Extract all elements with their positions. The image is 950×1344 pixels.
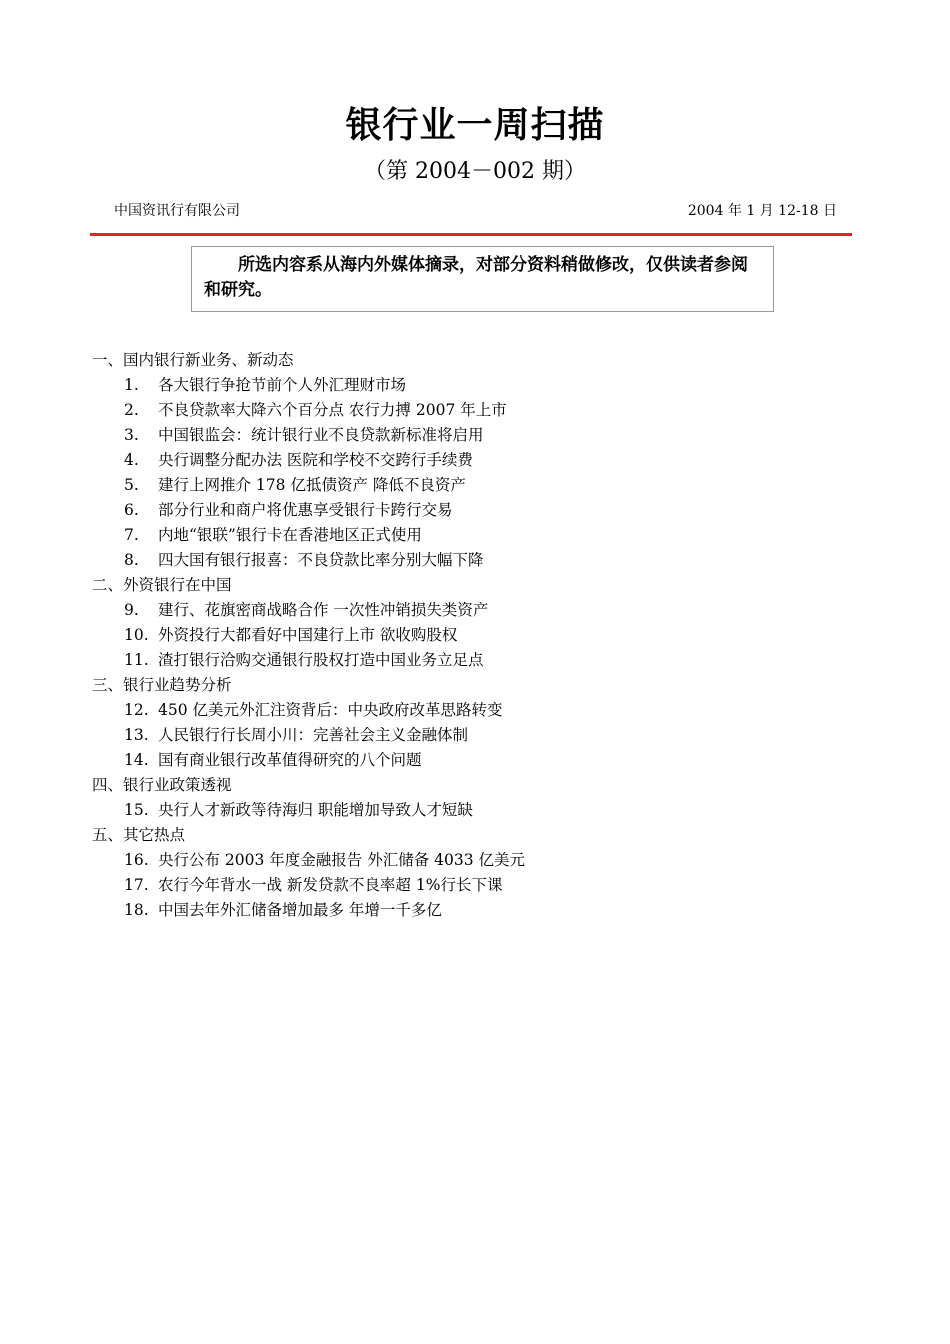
toc-item-title: 农行今年背水一战 新发贷款不良率超 1%行长下课 <box>158 876 503 894</box>
toc-item-number: 1. <box>124 376 139 394</box>
toc-item-title: 部分行业和商户将优惠享受银行卡跨行交易 <box>158 501 453 519</box>
toc-item[interactable] <box>92 498 852 523</box>
toc-item[interactable] <box>92 873 852 898</box>
date-range: 2004 年 1 月 12-18 日 <box>687 203 837 219</box>
section-heading: 四、银行业政策透视 <box>92 776 232 794</box>
table-of-contents <box>92 348 852 923</box>
toc-item[interactable] <box>92 523 852 548</box>
toc-item[interactable] <box>92 698 852 723</box>
toc-item-title: 450 亿美元外汇注资背后：中央政府改革思路转变 <box>158 701 503 719</box>
issue-number: （第 2004－002 期） <box>364 159 586 184</box>
header-divider <box>90 233 852 236</box>
toc-item-number: 3. <box>124 426 139 444</box>
toc-item-number: 4. <box>124 451 139 469</box>
toc-item-title: 国有商业银行改革值得研究的八个问题 <box>158 751 422 769</box>
toc-item[interactable] <box>92 848 852 873</box>
toc-item-number: 6. <box>124 501 139 519</box>
section-heading: 二、外资银行在中国 <box>92 576 232 594</box>
toc-item[interactable] <box>92 548 852 573</box>
toc-item-number: 18. <box>124 901 149 919</box>
toc-item-number: 13. <box>124 726 149 744</box>
toc-item[interactable] <box>92 598 852 623</box>
toc-item[interactable] <box>92 373 852 398</box>
toc-item-title: 不良贷款率大降六个百分点 农行力搏 2007 年上市 <box>158 401 507 419</box>
toc-item-number: 11. <box>124 651 149 669</box>
organization-name: 中国资讯行有限公司 <box>114 203 240 219</box>
toc-item-title: 央行公布 2003 年度金融报告 外汇储备 4033 亿美元 <box>158 851 526 869</box>
toc-item-number: 9. <box>124 601 139 619</box>
section-heading: 一、国内银行新业务、新动态 <box>92 351 294 369</box>
toc-item-title: 央行调整分配办法 医院和学校不交跨行手续费 <box>158 451 473 469</box>
section-heading: 三、银行业趋势分析 <box>92 676 232 694</box>
toc-item-title: 央行人才新政等待海归 职能增加导致人才短缺 <box>158 801 473 819</box>
toc-item-number: 16. <box>124 851 149 869</box>
toc-item-number: 12. <box>124 701 149 719</box>
toc-item-number: 5. <box>124 476 139 494</box>
toc-item-title: 建行、花旗密商战略合作 一次性冲销损失类资产 <box>158 601 489 619</box>
section-heading: 五、其它热点 <box>92 826 186 844</box>
toc-item-title: 渣打银行洽购交通银行股权打造中国业务立足点 <box>158 651 484 669</box>
toc-item-title: 外资投行大都看好中国建行上市 欲收购股权 <box>158 626 458 644</box>
toc-item[interactable] <box>92 623 852 648</box>
toc-item[interactable] <box>92 798 852 823</box>
toc-item-title: 各大银行争抢节前个人外汇理财市场 <box>158 376 407 394</box>
toc-item-title: 四大国有银行报喜：不良贷款比率分别大幅下降 <box>158 551 484 569</box>
toc-item-number: 2. <box>124 401 139 419</box>
toc-item[interactable] <box>92 473 852 498</box>
toc-item[interactable] <box>92 898 852 923</box>
toc-item-number: 17. <box>124 876 149 894</box>
document-title: 银行业一周扫描 <box>345 105 605 146</box>
disclaimer-text: 所选内容系从海内外媒体摘录，对部分资料稍做修改，仅供读者参阅和研究。 <box>204 255 748 300</box>
toc-item[interactable] <box>92 448 852 473</box>
toc-item-number: 7. <box>124 526 139 544</box>
toc-item[interactable] <box>92 423 852 448</box>
toc-item-title: 建行上网推介 178 亿抵债资产 降低不良资产 <box>158 476 466 494</box>
toc-item[interactable] <box>92 398 852 423</box>
toc-item-title: 中国银监会：统计银行业不良贷款新标准将启用 <box>158 426 484 444</box>
toc-item-title: 中国去年外汇储备增加最多 年增一千多亿 <box>158 901 442 919</box>
toc-item-number: 10. <box>124 626 149 644</box>
toc-item-title: 内地“银联”银行卡在香港地区正式使用 <box>158 526 422 544</box>
toc-item[interactable] <box>92 648 852 673</box>
toc-item-title: 人民银行行长周小川：完善社会主义金融体制 <box>158 726 469 744</box>
toc-item-number: 15. <box>124 801 149 819</box>
disclaimer-box <box>191 246 774 312</box>
toc-item[interactable] <box>92 748 852 773</box>
toc-item[interactable] <box>92 723 852 748</box>
toc-item-number: 8. <box>124 551 139 569</box>
toc-item-number: 14. <box>124 751 149 769</box>
